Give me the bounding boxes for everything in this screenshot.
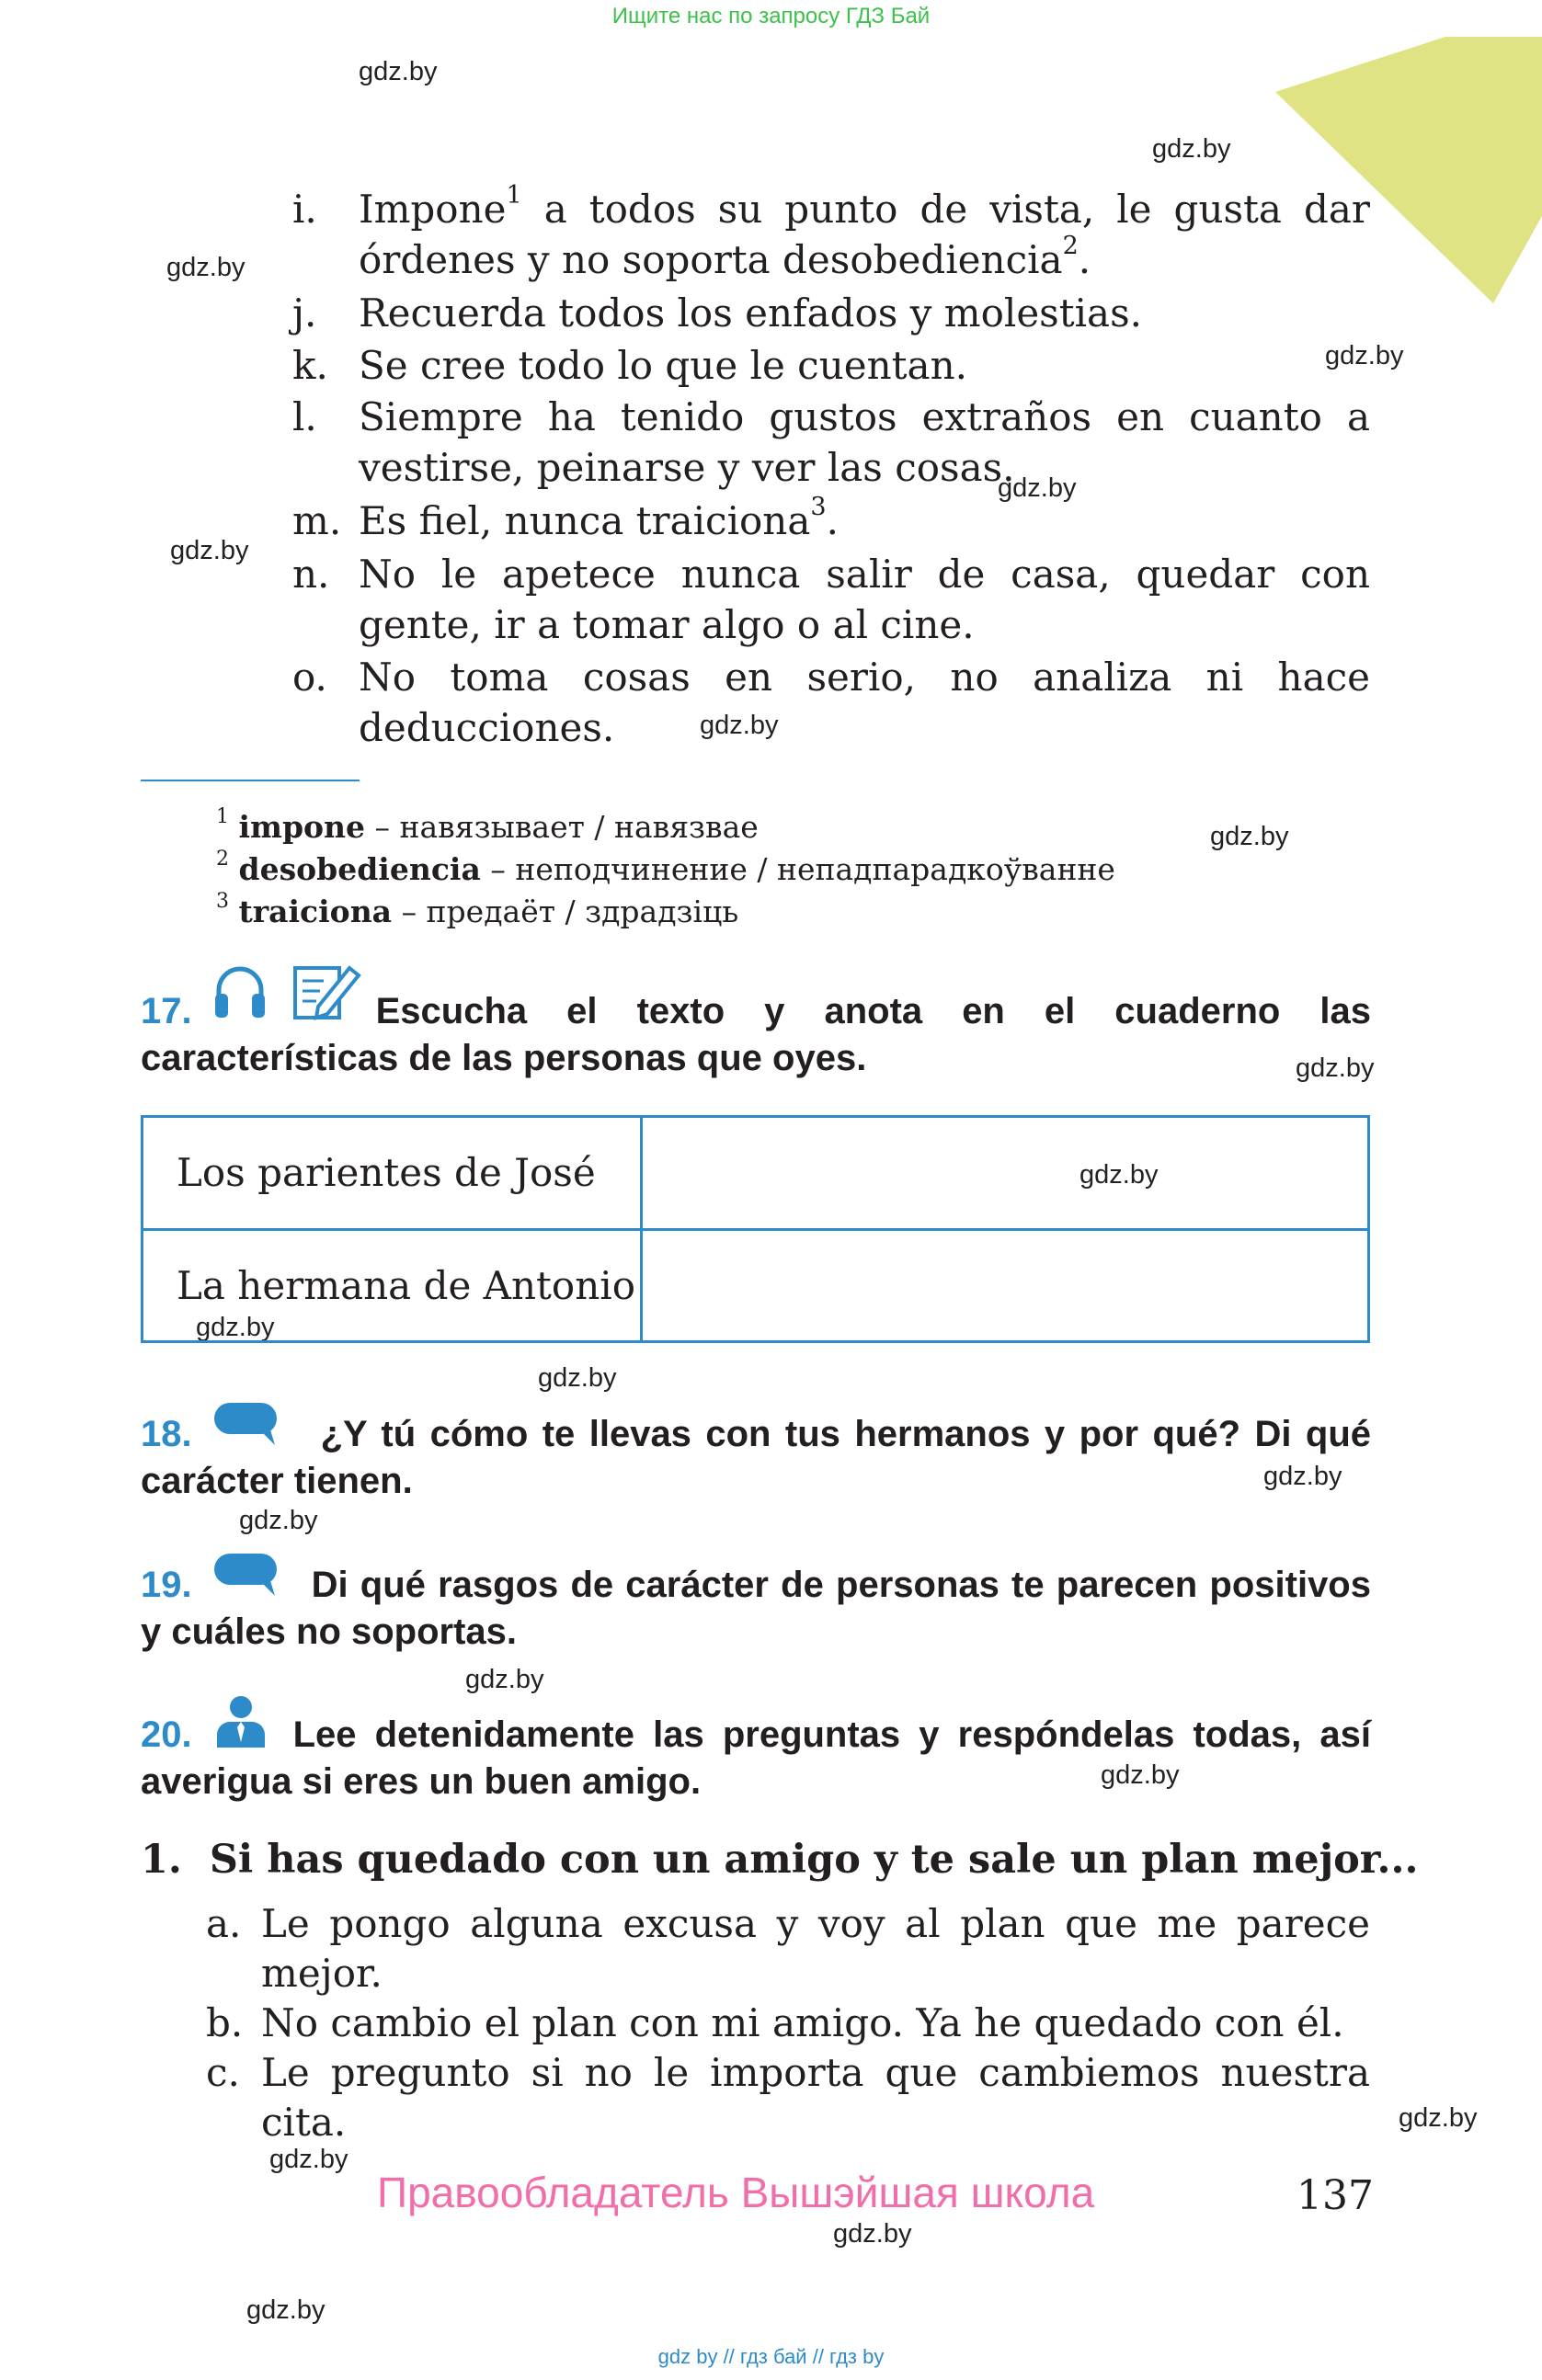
answer-option: [206, 2048, 1370, 2147]
list-item: [292, 288, 1370, 338]
watermark: gdz.by: [359, 57, 438, 86]
list-item-letter: m.: [292, 498, 342, 543]
watermark: gdz.by: [1152, 134, 1231, 164]
watermark: gdz.by: [1399, 2103, 1478, 2133]
list-item: [292, 392, 1370, 493]
list-item-letter: o.: [292, 655, 327, 700]
watermark: gdz.by: [465, 1665, 544, 1694]
list-item-text: No toma cosas en serio, no analiza ni hace deducciones.: [359, 655, 1370, 750]
task-text: Lee detenidamente las preguntas y respóndelas todas, así averigua si eres un buen amigo.: [141, 1714, 1371, 1802]
list-item: [292, 549, 1370, 650]
footnote-divider: [141, 780, 360, 781]
footnote: $^1$ impone – навязывает / навязвае: [216, 805, 759, 845]
watermark: gdz.by: [196, 1313, 275, 1342]
watermark: gdz.by: [170, 536, 249, 565]
task-number: 19.: [141, 1565, 192, 1605]
watermark: gdz.by: [1325, 341, 1404, 370]
task-19: [141, 1562, 1371, 1656]
list-item-letter: k.: [292, 343, 328, 388]
list-item-text: Es fiel, nunca traiciona$^3$.: [359, 493, 839, 543]
watermark: gdz.by: [246, 2295, 326, 2325]
answer-option: [206, 1899, 1370, 1999]
footnote: $^2$ desobediencia – неподчинение / непадпарадкоўванне: [216, 848, 1115, 887]
task-text: Di qué rasgos de carácter de personas te parecen positivos y cuáles no soportas.: [141, 1565, 1371, 1652]
option-text: Le pongo alguna excusa y voy al plan que me parece mejor.: [261, 1901, 1370, 1996]
task-number: 20.: [141, 1714, 192, 1755]
footnote: $^3$ traiciona – предаёт / здрадзіць: [216, 890, 739, 929]
top-search-banner: Ищите нас по запросу ГДЗ Бай: [611, 4, 931, 28]
option-text: No cambio el plan con mi amigo. Ya he quedado con él.: [261, 2000, 1344, 2045]
question-number: 1.: [141, 1837, 182, 1883]
watermark: gdz.by: [1101, 1760, 1180, 1790]
list-item-text: Impone$^1$ a todos su punto de vista, le gusta dar órdenes y no soporta desobediencia$^2$.: [359, 181, 1370, 282]
page-number: 137: [1296, 2172, 1374, 2219]
watermark: gdz.by: [1079, 1160, 1159, 1190]
list-item: [292, 652, 1370, 753]
table-row: [143, 1229, 1369, 1342]
table-cell-label: La hermana de Antonio: [143, 1229, 642, 1342]
task-number: 17.: [141, 991, 192, 1031]
option-letter: c.: [206, 2050, 240, 2095]
task-text: Escucha el texto y anota en el cuaderno las características de las personas que oyes.: [141, 991, 1371, 1078]
table-cell-answer: [642, 1229, 1369, 1342]
task-18: [141, 1411, 1371, 1505]
watermark: gdz.by: [700, 711, 779, 740]
list-item-letter: n.: [292, 552, 330, 597]
list-item-text: Siempre ha tenido gustos extraños en cuanto a vestirse, peinarse y ver las cosas.: [359, 394, 1370, 490]
list-item-letter: l.: [292, 394, 317, 439]
option-letter: a.: [206, 1901, 242, 1946]
task-number: 18.: [141, 1414, 192, 1454]
watermark: gdz.by: [166, 253, 246, 282]
list-item-letter: i.: [292, 187, 317, 232]
watermark: gdz.by: [1296, 1053, 1375, 1083]
watermark: gdz.by: [538, 1363, 617, 1393]
list-item: [292, 340, 1370, 391]
table-cell-answer: [642, 1117, 1369, 1230]
list-item-text: No le apetece nunca salir de casa, quedar con gente, ir a tomar algo o al cine.: [359, 552, 1370, 647]
list-item-text: Recuerda todos los enfados y molestias.: [359, 290, 1142, 336]
question-heading: [141, 1837, 1418, 1883]
watermark: gdz.by: [1210, 822, 1289, 851]
copyright-owner: Правообладатель Вышэйшая школа: [377, 2169, 1095, 2216]
task-20: [141, 1712, 1371, 1805]
table-cell-label: Los parientes de José: [143, 1117, 642, 1230]
option-text: Le pregunto si no le importa que cambiemos nuestra cita.: [261, 2050, 1370, 2145]
list-item-letter: j.: [292, 290, 317, 336]
list-item-text: Se cree todo lo que le cuentan.: [359, 343, 967, 388]
question-text: Si has quedado con un amigo y te sale un plan mejor...: [209, 1837, 1419, 1883]
watermark: gdz.by: [833, 2219, 912, 2249]
option-letter: b.: [206, 2000, 244, 2045]
table-row: [143, 1117, 1369, 1230]
bottom-links[interactable]: gdz by // гдз бай // гдз by: [657, 2345, 885, 2368]
watermark: gdz.by: [1263, 1462, 1342, 1491]
task-17: [141, 988, 1371, 1082]
watermark: gdz.by: [239, 1506, 318, 1535]
watermark: gdz.by: [998, 473, 1077, 503]
task-text: ¿Y tú cómo te llevas con tus hermanos y por qué? Di qué carácter tienen.: [141, 1414, 1371, 1501]
watermark: gdz.by: [269, 2145, 348, 2174]
list-item: [292, 495, 1370, 546]
list-item: [292, 181, 1370, 285]
answer-option: [206, 1999, 1370, 2048]
characteristics-table: [141, 1115, 1370, 1343]
